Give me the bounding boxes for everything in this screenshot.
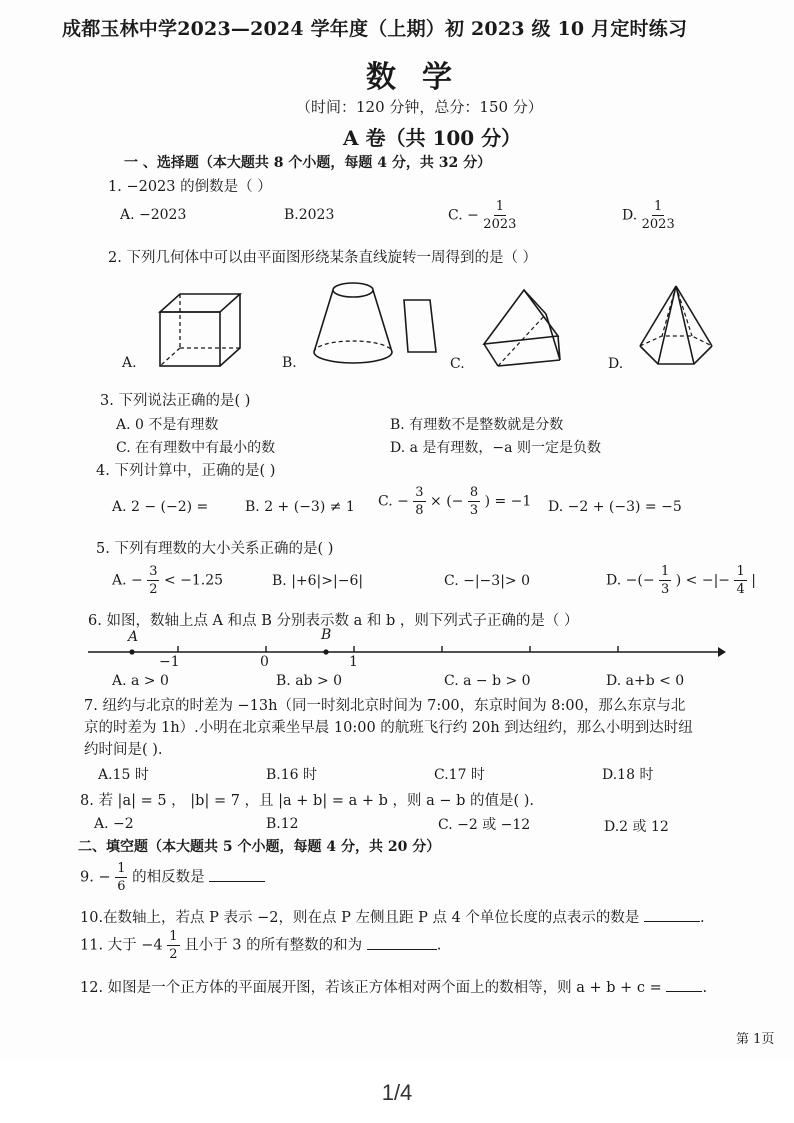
q4-option-d: D. −2 + (−3) = −5 [548, 499, 682, 515]
q5-d-fraction1 [659, 565, 671, 596]
q2-option-a: A. [122, 355, 137, 371]
q5-d-num2: 1 [736, 564, 745, 579]
q4-c-den1: 8 [415, 503, 424, 518]
q6-option-c: C. a − b > 0 [444, 673, 531, 689]
q11-num: 1 [169, 929, 178, 944]
q2-option-b: B. [282, 355, 297, 371]
number-line-tick-neg1: −1 [159, 654, 180, 670]
q1-c-num: 1 [495, 199, 504, 214]
q1-option-c [448, 200, 516, 231]
number-line-tick-0: 0 [260, 654, 269, 670]
q5-option-d [606, 565, 756, 596]
pdf-pager: 1/4 [381, 1080, 413, 1105]
figure-triangular-prism [474, 286, 570, 372]
q5-option-c: C. −|−3|> 0 [444, 573, 531, 589]
q1-c-prefix: C. − [448, 207, 479, 224]
q10-answer-blank[interactable] [644, 908, 700, 922]
q5-d-mid: ) < −|− [675, 572, 731, 589]
q1-c-den: 2023 [483, 217, 517, 232]
q1-d-num: 1 [654, 199, 663, 214]
q11-answer-blank[interactable] [367, 936, 437, 950]
q5-a-suffix: < −1.25 [163, 572, 224, 589]
q4-c-suffix: ) = −1 [484, 493, 532, 510]
section1-title: 一 、选择题（本大题共 8 个小题，每题 4 分，共 32 分） [124, 155, 492, 171]
figure-cube [150, 290, 250, 370]
q9-den: 6 [117, 879, 126, 894]
q3-option-a: A. 0 不是有理数 [116, 417, 219, 433]
q1-d-den: 2023 [641, 217, 675, 232]
q5-d-num1: 1 [661, 564, 670, 579]
q9-suffix: 的相反数是 [132, 869, 205, 886]
q10-period: . [700, 910, 705, 926]
q4-c-prefix: C. − [378, 493, 409, 510]
point-a [129, 649, 134, 654]
q7-option-a: A.15 时 [98, 767, 149, 783]
q6-option-a: A. a > 0 [112, 673, 169, 689]
q7-option-c: C.17 时 [434, 767, 485, 783]
q10-text: 10.在数轴上，若点 P 表示 −2，则在点 P 左侧且距 P 点 4 个单位长度的点表示的数是 [80, 910, 640, 926]
number-line-label-a: A [128, 629, 139, 645]
q5-d-suffix: | [751, 572, 756, 589]
q5-stem: 5. 下列有理数的大小关系正确的是( ) [96, 541, 334, 557]
figure-frustum [308, 280, 398, 370]
q9-num: 1 [117, 861, 126, 876]
number-line-label-b: B [321, 627, 332, 643]
q11-fraction [167, 930, 179, 961]
q3-option-c: C. 在有理数中有最小的数 [116, 440, 276, 456]
q5-a-num: 3 [149, 564, 158, 579]
q8-option-c: C. −2 或 −12 [438, 817, 531, 833]
q4-option-a: A. 2 − (−2) = [112, 499, 209, 515]
q1-option-a: A. −2023 [120, 207, 187, 223]
q10 [80, 906, 705, 927]
q4-c-fraction2 [468, 486, 480, 517]
q5-a-prefix: A. − [112, 572, 143, 589]
q4-c-den2: 3 [469, 503, 479, 518]
q11-prefix: 11. 大于 −4 [80, 937, 163, 954]
q2-option-c: C. [450, 356, 465, 372]
q11-den: 2 [169, 947, 178, 962]
q5-option-a [112, 565, 223, 596]
q2-option-d: D. [608, 356, 624, 372]
time-info: （时间：120 分钟，总分：150 分） [296, 98, 543, 116]
q11 [80, 930, 441, 961]
q9-fraction [115, 862, 127, 893]
q1-option-b: B.2023 [284, 207, 335, 223]
q12-period: . [702, 980, 708, 996]
subject-title: 数学 [366, 60, 478, 95]
q1-stem: 1. −2023 的倒数是（ ） [108, 179, 272, 195]
q11-suffix: 且小于 3 的所有整数的和为 [184, 937, 363, 954]
q5-a-den: 2 [149, 582, 158, 597]
q4-option-c [378, 486, 531, 517]
q9 [80, 862, 265, 893]
q8-option-d: D.2 或 12 [604, 819, 669, 835]
q8-option-a: A. −2 [94, 816, 134, 832]
point-b [323, 649, 328, 654]
q1-d-fraction [642, 200, 675, 231]
q1-c-fraction [483, 200, 516, 231]
q12-text: 12. 如图是一个正方体的平面展开图，若该正方体相对两个面上的数相等，则 a + b + c = [80, 980, 662, 996]
q7-option-b: B.16 时 [266, 767, 318, 783]
q5-d-fraction2 [734, 565, 746, 596]
q4-c-mid: × (− [430, 493, 464, 510]
q9-prefix: 9. − [80, 869, 111, 886]
q4-c-num1: 3 [415, 485, 424, 500]
number-line-tick-1: 1 [349, 654, 358, 670]
section2-title: 二、填空题（本大题共 5 个小题，每题 4 分，共 20 分） [78, 839, 441, 855]
exam-header-title: 成都玉林中学2023—2024 学年度（上期）初 2023 级 10 月定时练习 [62, 18, 688, 40]
page-number-label: 第 1页 [736, 1032, 775, 1047]
part-title: A 卷（共 100 分） [343, 126, 522, 150]
figure-hexagonal-pyramid [636, 284, 716, 372]
number-line [86, 630, 726, 670]
q9-answer-blank[interactable] [209, 868, 265, 882]
q4-stem: 4. 下列计算中，正确的是( ) [96, 463, 276, 479]
q5-option-b: B. |+6|>|−6| [272, 573, 364, 589]
q12 [80, 976, 707, 997]
q4-c-num2: 8 [469, 485, 479, 500]
q6-option-b: B. ab > 0 [276, 673, 343, 689]
q7-line3: 约时间是( ). [84, 742, 163, 758]
q5-d-den1: 3 [661, 582, 670, 597]
q5-a-fraction [147, 565, 159, 596]
q3-stem: 3. 下列说法正确的是( ) [100, 393, 251, 409]
q8-option-b: B.12 [266, 816, 299, 832]
q3-option-b: B. 有理数不是整数就是分数 [390, 417, 564, 433]
q4-option-b: B. 2 + (−3) ≠ 1 [245, 499, 355, 515]
q2-stem: 2. 下列几何体中可以由平面图形绕某条直线旋转一周得到的是（ ） [108, 250, 538, 266]
q1-option-d [622, 200, 675, 231]
q5-d-den2: 4 [736, 582, 745, 597]
q3-option-d: D. a 是有理数，−a 则一定是负数 [390, 440, 601, 456]
q7-line2: 京的时差为 1h）.小明在北京乘坐早晨 10:00 的航班飞行约 20h 到达纽约，那么小明到达时纽 [84, 720, 693, 736]
q4-c-fraction1 [413, 486, 425, 517]
q6-stem: 6. 如图，数轴上点 A 和点 B 分别表示数 a 和 b ，则下列式子正确的是（ ） [88, 613, 579, 629]
q12-answer-blank[interactable] [666, 978, 702, 992]
q7-option-d: D.18 时 [602, 767, 654, 783]
q5-d-prefix: D. −(− [606, 572, 655, 589]
q8-stem: 8. 若 |a| = 5 ， |b| = 7 ，且 |a + b| = a + b ，则 a − b 的值是( ). [80, 793, 535, 809]
q1-d-prefix: D. [622, 207, 638, 224]
q7-line1: 7. 纽约与北京的时差为 −13h（同一时刻北京时间为 7:00，东京时间为 8:00，那么东京与北 [84, 698, 686, 714]
q11-period: . [436, 937, 442, 954]
q6-option-d: D. a+b < 0 [606, 673, 685, 689]
figure-trapezoid-shape [400, 296, 440, 356]
